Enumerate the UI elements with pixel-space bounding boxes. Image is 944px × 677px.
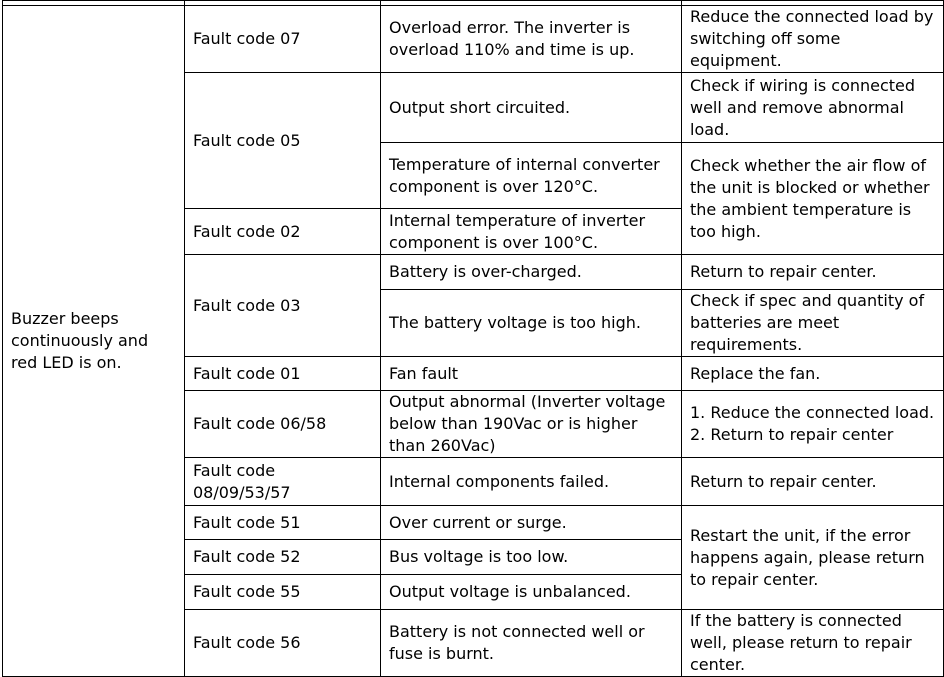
fault-code-cell: Fault code 05 [185,73,381,209]
solution-cell: Reduce the connected load by switching off some equipment. [682,6,944,73]
event-cell: Bus voltage is too low. [381,540,682,575]
event-cell: Temperature of internal converter component is over 120°C. [381,143,682,209]
event-cell: Internal temperature of inverter component is over 100°C. [381,209,682,255]
event-cell: Overload error. The inverter is overload 110% and time is up. [381,6,682,73]
event-cell: Battery is over-charged. [381,255,682,290]
solution-cell: Replace the fan. [682,357,944,391]
fault-code-cell: Fault code 06/58 [185,391,381,458]
solution-cell: 1. Reduce the connected load. 2. Return to repair center [682,391,944,458]
solution-cell: Check whether the air flow of the unit is blocked or whether the ambient temperature is too high. [682,143,944,255]
fault-code-cell: Fault code 08/09/53/57 [185,458,381,506]
event-cell: Output short circuited. [381,73,682,143]
fault-code-cell: Fault code 56 [185,610,381,677]
event-cell: Battery is not connected well or fuse is burnt. [381,610,682,677]
solution-cell: Return to repair center. [682,255,944,290]
event-cell: Over current or surge. [381,506,682,540]
fault-code-cell: Fault code 03 [185,255,381,357]
event-cell: Output voltage is unbalanced. [381,575,682,610]
symptom-cell: Buzzer beeps continuously and red LED is on. [3,6,185,677]
fault-reference-table [2,0,944,677]
table-row [3,6,944,73]
solution-cell: Return to repair center. [682,458,944,506]
solution-cell: If the battery is connected well, please return to repair center. [682,610,944,677]
event-cell: The battery voltage is too high. [381,290,682,357]
fault-table-container [2,0,943,676]
fault-code-cell: Fault code 55 [185,575,381,610]
fault-code-cell: Fault code 07 [185,6,381,73]
fault-code-cell: Fault code 51 [185,506,381,540]
solution-cell: Check if wiring is connected well and remove abnormal load. [682,73,944,143]
event-cell: Output abnormal (Inverter voltage below than 190Vac or is higher than 260Vac) [381,391,682,458]
event-cell: Fan fault [381,357,682,391]
fault-code-cell: Fault code 02 [185,209,381,255]
solution-cell: Restart the unit, if the error happens again, please return to repair center. [682,506,944,610]
solution-cell: Check if spec and quantity of batteries are meet requirements. [682,290,944,357]
fault-code-cell: Fault code 52 [185,540,381,575]
event-cell: Internal components failed. [381,458,682,506]
fault-code-cell: Fault code 01 [185,357,381,391]
